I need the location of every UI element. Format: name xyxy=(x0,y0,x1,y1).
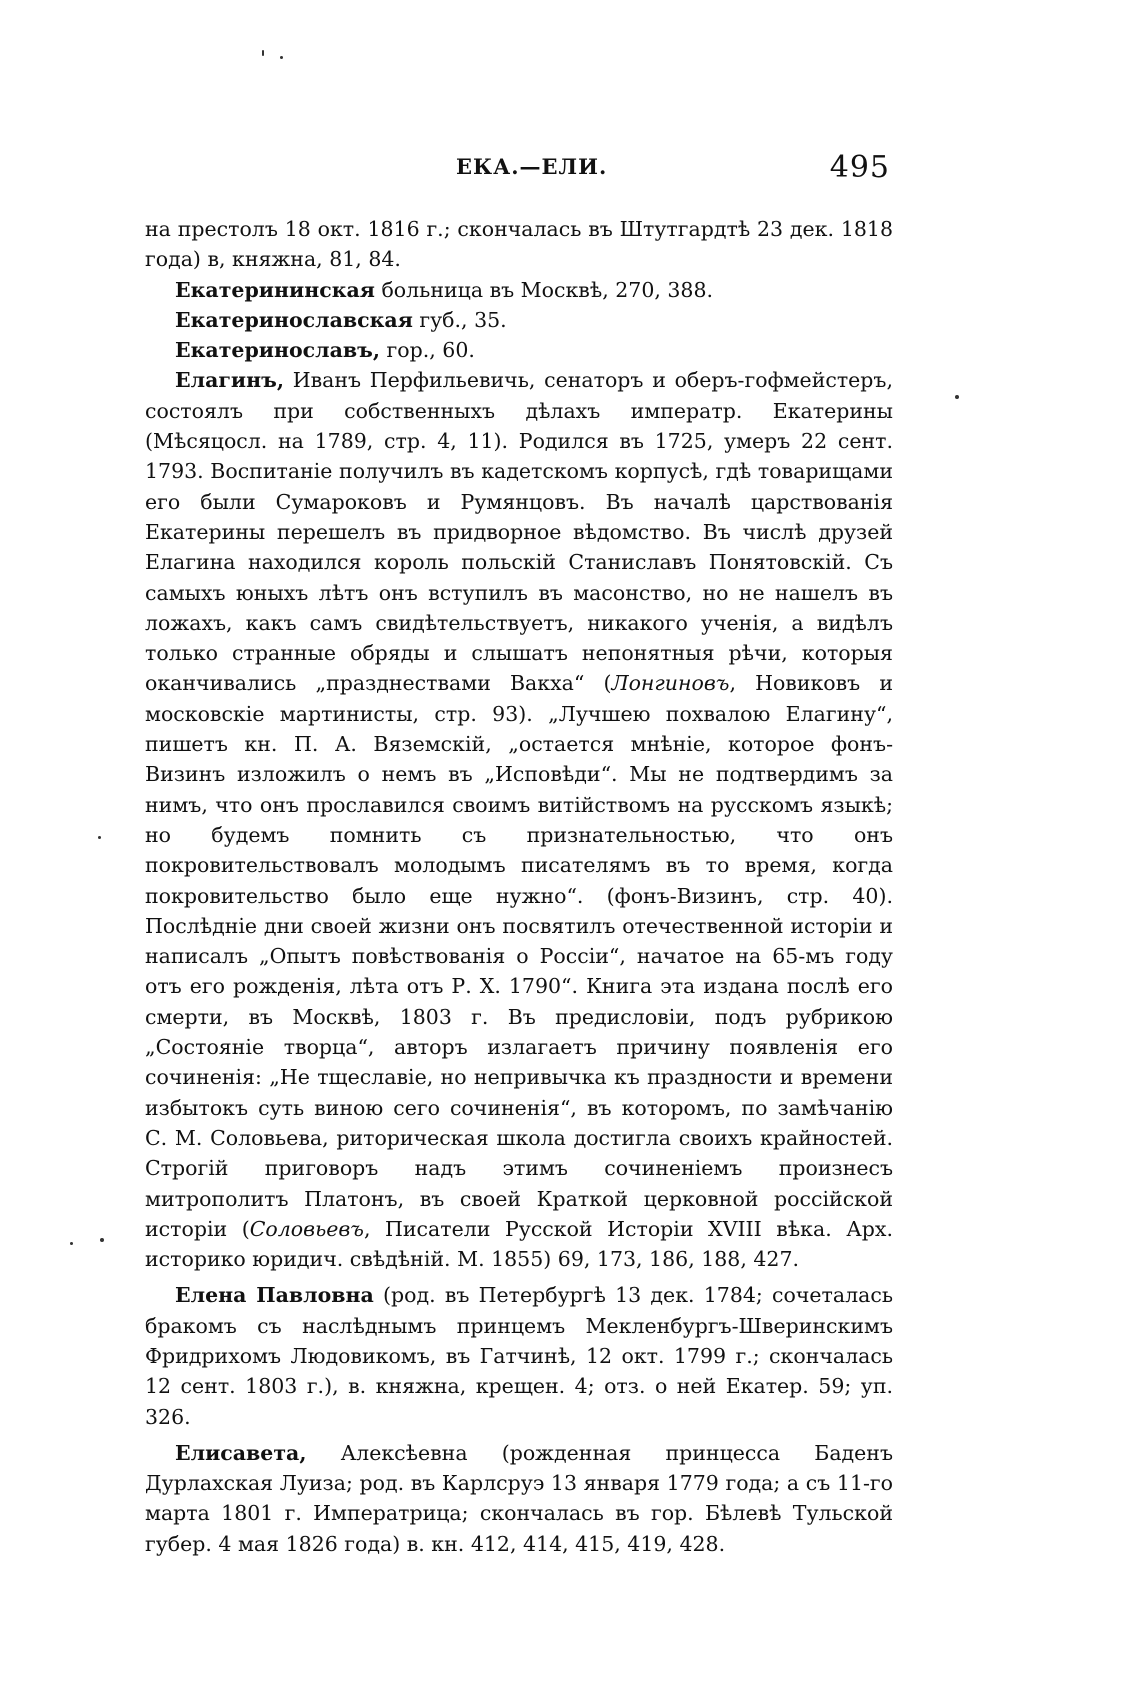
entry-text: Алексѣевна (рожденная принцесса Баденъ Дурлахская Луиза; род. въ Карлсруэ 13 января 1779 года; а съ 11-го марта 1801 г. Императрица; скончалась въ гор. Бѣлевѣ Тульской губер. 4 мая 1826 года) в. кн. 412, 414, 415, 419, 428. xyxy=(145,1440,893,1556)
entry-text: больница въ Москвѣ, 270, 388. xyxy=(374,277,714,302)
ink-speck xyxy=(70,1242,73,1245)
ink-speck xyxy=(98,836,101,839)
entry-text: на престолъ 18 окт. 1816 г.; скончалась въ Штутгардтѣ 23 дек. 1818 года) в, княжна, 81, 84. xyxy=(145,217,893,272)
entry-ekaterinoslav xyxy=(145,335,893,365)
entry-text: губ., 35. xyxy=(412,307,507,332)
entry-elena-pavlovna xyxy=(145,1280,893,1431)
entry-text: гор., 60. xyxy=(380,338,475,363)
entry-text: (род. въ Петербургѣ 13 дек. 1784; сочеталась бракомъ съ наслѣднымъ принцемъ Мекленбургъ-Шверинскимъ Фридрихомъ Людовикомъ, въ Гатчинѣ, 12 окт. 1799 г.; скончалась 12 сент. 1803 г.), в. княжна, крещен. 4; отз. о ней Екатер. 59; уп. 326. xyxy=(145,1283,893,1429)
entry-text: , Писатели Русской Исторіи XVIII вѣка. Арх. историко юридич. свѣдѣній. М. 1855) 69, 173, 186, 188, 427. xyxy=(145,1216,893,1272)
entry-headword: Екатеринославская xyxy=(175,307,413,332)
entry-headword: Екатеринославъ, xyxy=(175,338,380,363)
ink-speck xyxy=(262,50,264,56)
ink-speck xyxy=(280,56,283,59)
entry-headword: Елагинъ, xyxy=(175,368,284,393)
entry-headword: Елисавета, xyxy=(175,1440,307,1465)
ink-speck xyxy=(100,1238,104,1242)
running-head: ЕКА.—ЕЛИ. xyxy=(456,154,608,179)
entry-elisaveta xyxy=(145,1438,893,1559)
continued-entry xyxy=(145,214,893,275)
entry-ekaterininskaya xyxy=(145,275,893,305)
citation-author: Лонгиновъ xyxy=(611,671,730,696)
ink-speck xyxy=(955,395,959,399)
page-number: 495 xyxy=(829,150,890,185)
entry-text: Иванъ Перфильевичь, сенаторъ и оберъ-гофмейстеръ, состоялъ при собственныхъ дѣлахъ императр. Екатерины (Мѣсяцосл. на 1789, стр. 4, 11). Родился въ 1725, умеръ 22 сент. 1793. Воспитаніе получилъ въ кадетскомъ корпусѣ, гдѣ товарищами его были Сумароковъ и Румянцовъ. Въ началѣ царствованія Екатерины перешелъ въ придворное вѣдомство. Въ числѣ друзей Елагина находился король польскій Станиславъ Понятовскій. Съ самыхъ юныхъ лѣтъ онъ вступилъ въ масонство, но не нашелъ въ ложахъ, какъ самъ свидѣтельствуетъ, никакого ученія, а видѣлъ только странные обряды и слышатъ непонятныя рѣчи, которыя оканчивались „празднествами Вакха“ ( xyxy=(145,368,893,696)
body-text xyxy=(145,214,893,1559)
entry-text: , Новиковъ и московскіе мартинисты, стр. 93). „Лучшею похвалою Елагину“, пишетъ кн. П. А. Вяземскій, „остается мнѣніе, которое фонъ-Визинъ изложилъ о немъ въ „Исповѣди“. Мы не подтвердимъ за нимъ, что онъ прославился своимъ витійствомъ на русскомъ языкѣ; но будемъ помнить съ признательностью, что онъ покровительствовалъ молодымъ писателямъ въ то время, когда покровительство было еще нужно“. (фонъ-Визинъ, стр. 40). Послѣдніе дни своей жизни онъ посвятилъ отечественной исторіи и написалъ „Опытъ повѣствованія о Россіи“, начатое на 65-мъ году отъ его рожденія, лѣта отъ Р. Х. 1790“. Книга эта издана послѣ его смерти, въ Москвѣ, 1803 г. Въ предисловіи, подъ рубрикою „Состояніе творца“, авторъ излагаетъ причину появленія его сочиненія: „Не тщеславіе, но непривычка къ праздности и времени избытокъ суть виною сего сочиненія“, въ которомъ, по замѣчанію С. М. Соловьева, риторическая школа достигла своихъ крайностей. Строгій приговоръ надъ этимъ сочиненіемъ произнесъ митрополитъ Платонъ, въ своей Краткой церковной россійской исторіи ( xyxy=(145,671,893,1241)
page-header xyxy=(150,150,890,190)
entry-headword: Елена Павловна xyxy=(175,1283,374,1308)
citation-author: Соловьевъ xyxy=(249,1216,364,1241)
entry-headword: Екатерининская xyxy=(175,277,375,302)
entry-ekaterinoslavskaya xyxy=(145,305,893,335)
entry-elagin xyxy=(145,365,893,1274)
